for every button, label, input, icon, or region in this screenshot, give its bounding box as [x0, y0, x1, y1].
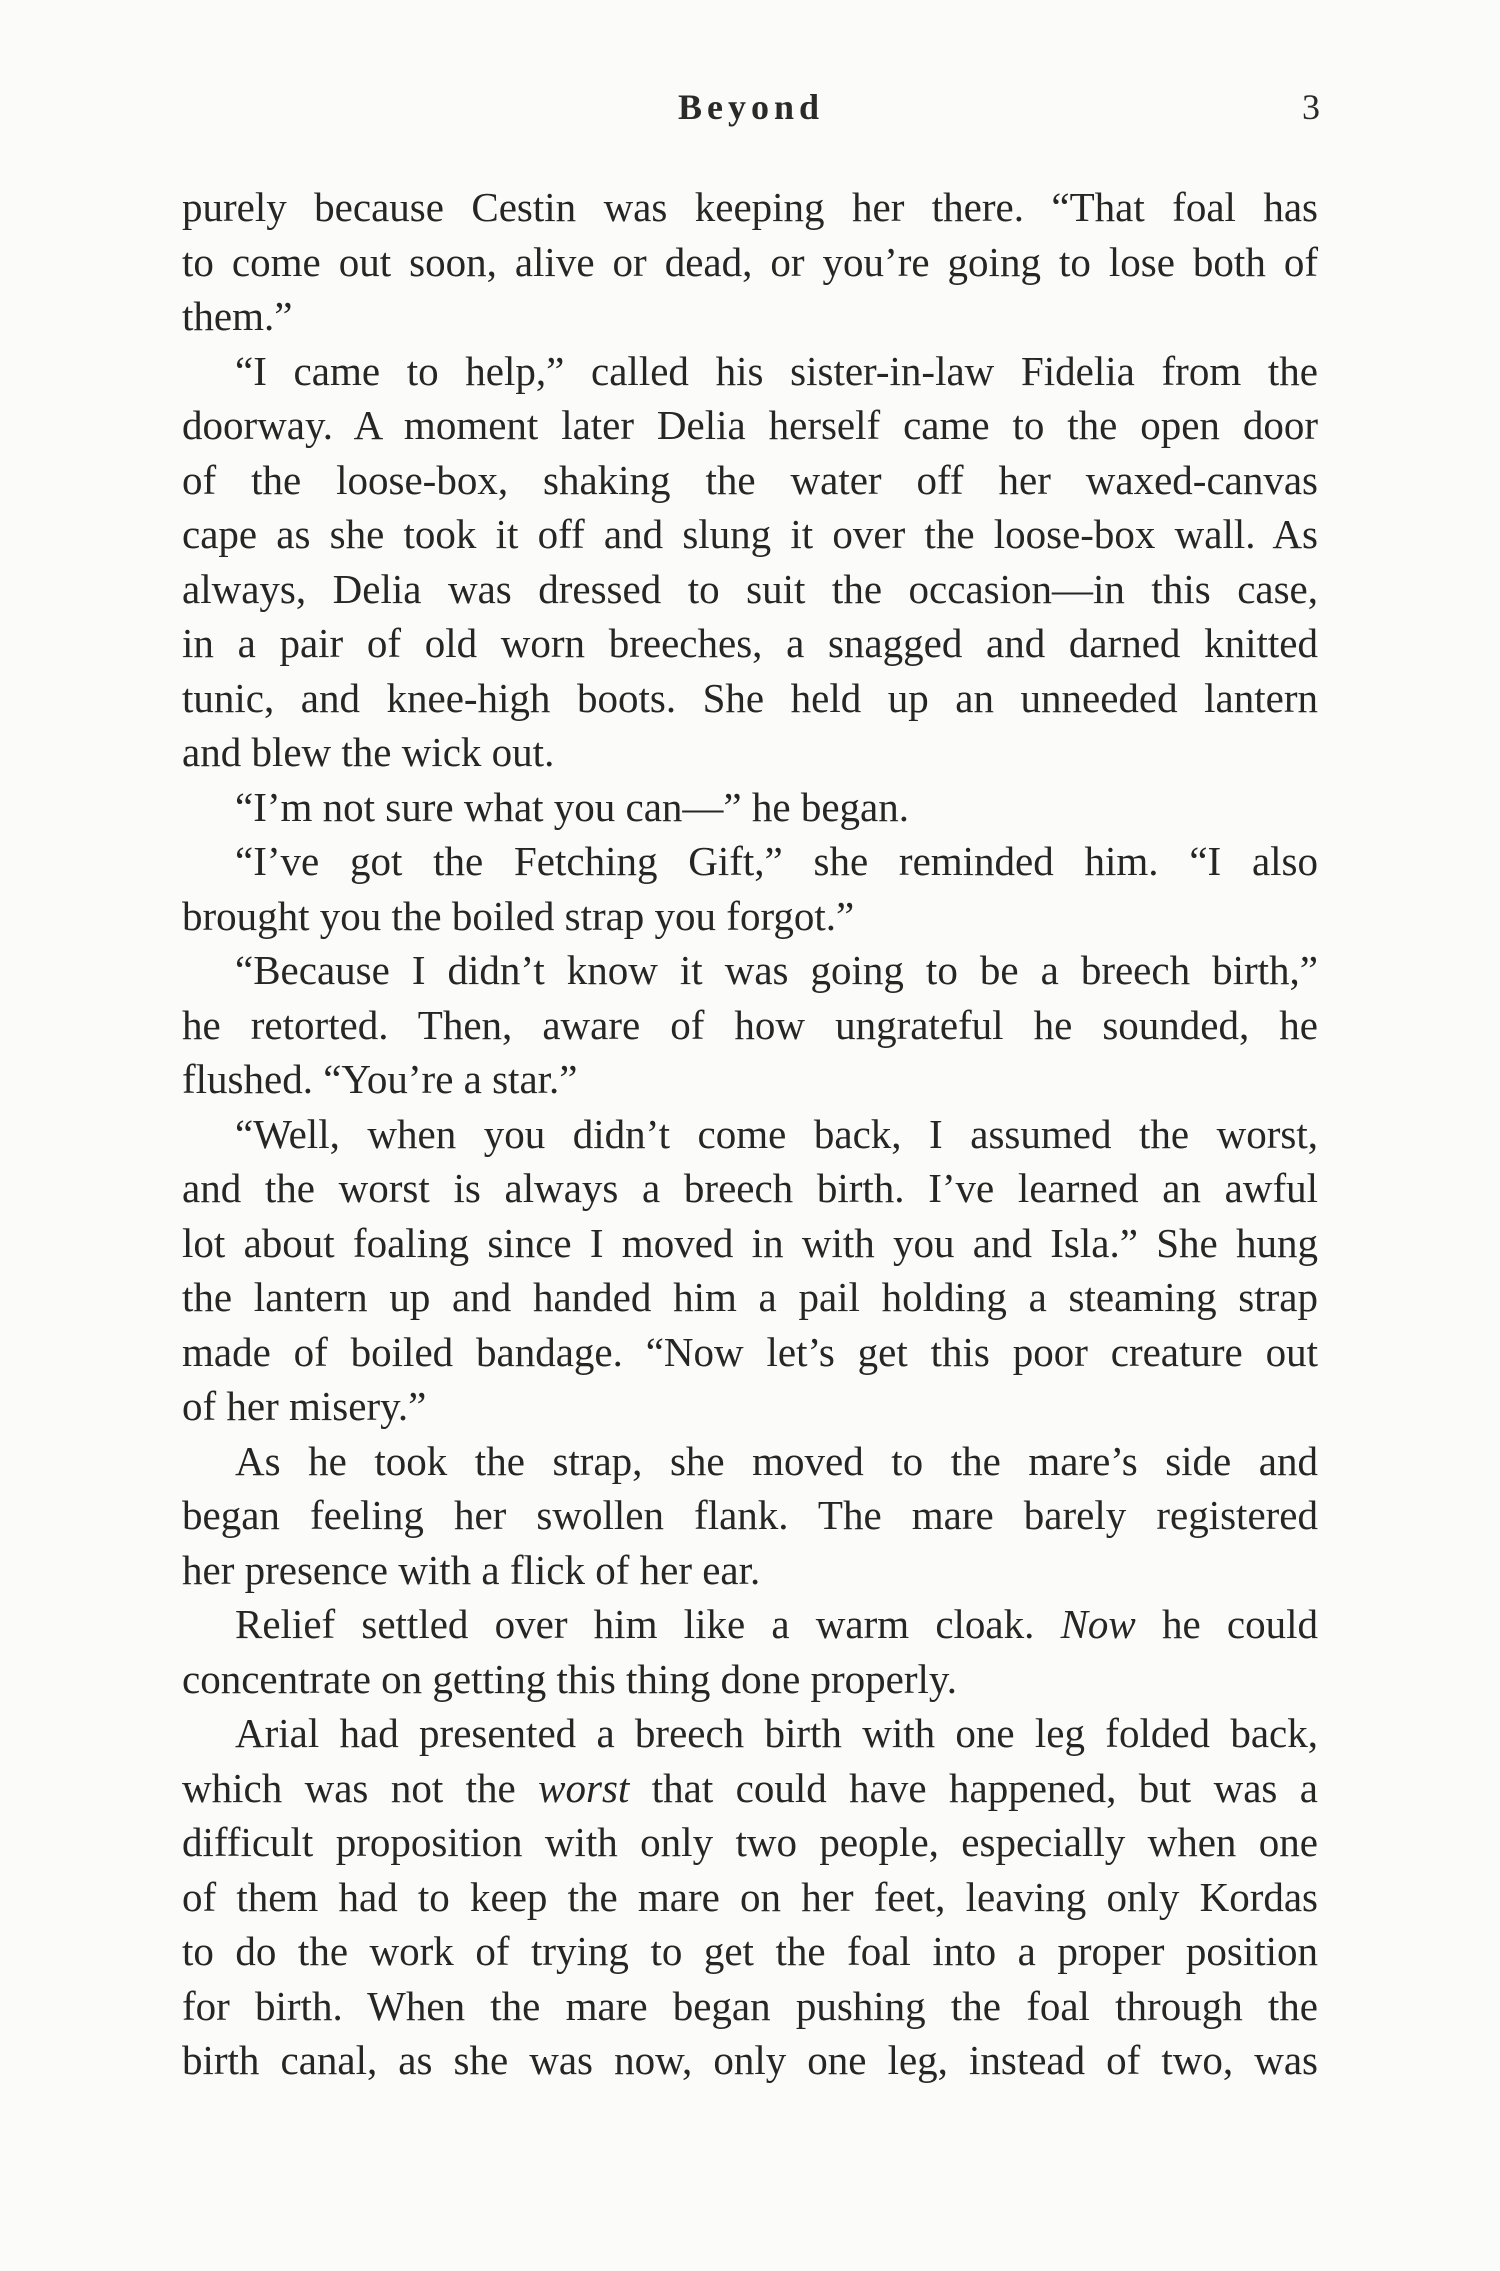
- text-line: of her misery.”: [182, 1383, 427, 1429]
- text-line: made of boiled bandage. “Now let’s get this poor creature out: [182, 1328, 1318, 1375]
- text-line: always, Delia was dressed to suit the occasion—in this case,: [182, 565, 1318, 612]
- text-line: “I came to help,” called his sister-in-law Fidelia from the: [235, 347, 1318, 394]
- text-line: [182, 1597, 1318, 1652]
- text-line: began feeling her swollen flank. The mare barely registered: [182, 1492, 1318, 1538]
- italic-emphasis: Now: [1060, 1601, 1136, 1647]
- text-line: them.”: [182, 293, 293, 339]
- text-line: and the worst is always a breech birth. I’ve learned an awful: [182, 1165, 1318, 1211]
- text-line: her presence with a flick of her ear.: [182, 1546, 761, 1593]
- body-text: [182, 180, 1318, 2088]
- text-line: flushed. “You’re a star.”: [182, 1056, 578, 1102]
- text-line: birth canal, as she was now, only one leg, instead of two, was: [182, 2037, 1318, 2083]
- running-head: [182, 86, 1320, 136]
- italic-emphasis: worst: [538, 1764, 630, 1811]
- book-title: Beyond: [677, 87, 825, 127]
- text-segment: that could have happened, but was a: [629, 1764, 1318, 1811]
- text-line: and blew the wick out.: [182, 729, 555, 775]
- text-segment: which was not the: [182, 1764, 539, 1811]
- text-line: purely because Cestin was keeping her there. “That foal has: [182, 184, 1318, 230]
- text-line: “Because I didn’t know it was going to be a breech birth,”: [235, 947, 1318, 993]
- text-line: of the loose-box, shaking the water off her waxed-canvas: [182, 456, 1318, 503]
- text-line: “Well, when you didn’t come back, I assumed the worst,: [235, 1110, 1318, 1157]
- text-segment: he could: [1135, 1601, 1318, 1647]
- text-line: for birth. When the mare began pushing the foal through the: [182, 1982, 1318, 2029]
- text-line: in a pair of old worn breeches, a snagged and darned knitted: [182, 620, 1318, 666]
- text-line: to do the work of trying to get the foal into a proper position: [182, 1928, 1318, 1974]
- text-line: the lantern up and handed him a pail holding a steaming strap: [182, 1274, 1318, 1320]
- text-line: [182, 1761, 1318, 1816]
- text-line: “I’m not sure what you can—” he began.: [235, 783, 909, 830]
- text-segment: Relief settled over him like a warm cloak.: [235, 1601, 1061, 1647]
- text-line: “I’ve got the Fetching Gift,” she reminded him. “I also: [235, 838, 1318, 884]
- text-line: concentrate on getting this thing done properly.: [182, 1655, 957, 1702]
- text-line: he retorted. Then, aware of how ungrateful he sounded, he: [182, 1001, 1318, 1048]
- text-line: of them had to keep the mare on her feet, leaving only Kordas: [182, 1873, 1318, 1920]
- text-line: difficult proposition with only two people, especially when one: [182, 1819, 1318, 1865]
- page-number: 3: [1302, 87, 1320, 127]
- text-line: cape as she took it off and slung it over the loose-box wall. As: [182, 511, 1318, 557]
- text-line: brought you the boiled strap you forgot.”: [182, 892, 855, 939]
- text-line: As he took the strap, she moved to the mare’s side and: [235, 1437, 1318, 1484]
- text-line: Arial had presented a breech birth with one leg folded back,: [235, 1710, 1318, 1756]
- text-line: lot about foaling since I moved in with you and Isla.” She hung: [182, 1219, 1318, 1266]
- text-line: doorway. A moment later Delia herself came to the open door: [182, 402, 1318, 448]
- text-line: tunic, and knee-high boots. She held up an unneeded lantern: [182, 674, 1318, 721]
- text-line: to come out soon, alive or dead, or you’re going to lose both of: [182, 238, 1318, 285]
